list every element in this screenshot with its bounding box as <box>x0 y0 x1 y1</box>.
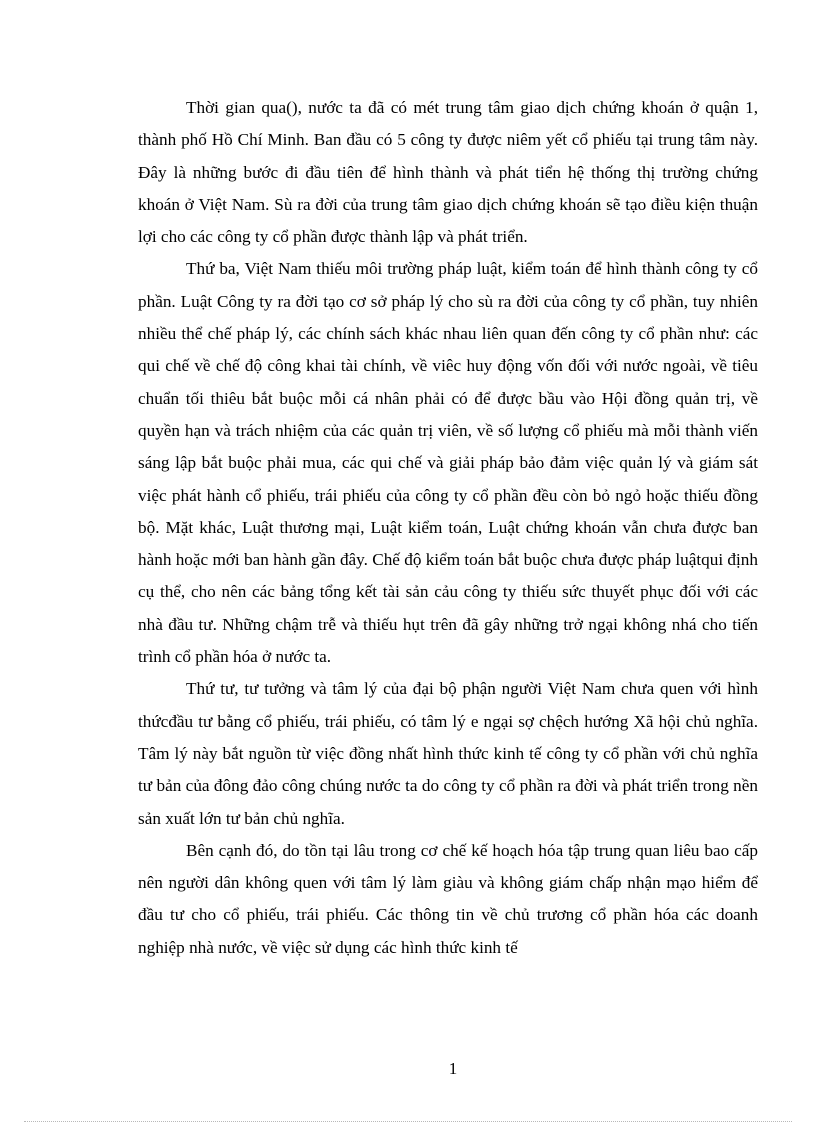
paragraph-2: Thứ ba, Việt Nam thiếu môi trường pháp luật, kiểm toán để hình thành công ty cổ phần. Luật Công ty ra đời tạo cơ sở pháp lý cho sù ra đời của công ty cổ phần, tuy nhiên nhiều thể chế pháp lý, các chính sách khác nhau liên quan đến công ty cổ phần như: các qui chế về chế độ công khai tài chính, về viêc huy động vốn đối với nước ngoài, về tiêu chuẩn tối thiêu bắt buộc mỗi cá nhân phải có để được bầu vào Hội đồng quản trị, về quyền hạn và trách nhiệm của các quản trị viên, về số lượng cổ phiếu mà mỗi thành viến sáng lập bắt buộc phải mua, các qui chế và giải pháp bảo đảm việc quản lý và giám sát việc phát hành cổ phiếu, trái phiếu của công ty cổ phần đều còn bỏ ngỏ hoặc thiếu đồng bộ. Mặt khác, Luật thương mại, Luật kiểm toán, Luật chứng khoán vẫn chưa được ban hành hoặc mới ban hành gần đây. Chế độ kiểm toán bắt buộc chưa được pháp luậtqui định cụ thể, cho nên các bảng tổng kết tài sản cảu công ty thiếu sức thuyết phục đối với các nhà đầu tư. Những chậm trễ và thiếu hụt trên đã gây những trở ngại không nhá cho tiến trình cổ phần hóa ở nước ta. <box>138 259 758 667</box>
paragraph-1: Thời gian qua(), nước ta đã có mét trung tâm giao dịch chứng khoán ở quận 1, thành phố Hồ Chí Minh. Ban đầu có 5 công ty được niêm yết cổ phiếu tại trung tâm này. Đây là những bước đi đầu tiên để hình thành và phát tiển hệ thống thị trường chứng khoán ở Việt Nam. Sù ra đời của trung tâm giao dịch chứng khoán sẽ tạo điều kiện thuận lợi cho các công ty cổ phần được thành lập và phát triển. <box>138 98 758 247</box>
page-bottom-divider <box>24 1121 792 1122</box>
document-body <box>138 92 758 964</box>
paragraph-4: Bên cạnh đó, do tồn tại lâu trong cơ chế kế hoạch hóa tập trung quan liêu bao cấp nên người dân không quen với tâm lý làm giàu và không giám chấp nhận mạo hiểm để đầu tư cho cổ phiếu, trái phiếu. Các thông tin về chủ trương cổ phần hóa các doanh nghiệp nhà nước, về việc sử dụng các hình thức kinh tế <box>138 840 758 957</box>
paragraph-3: Thứ tư, tư tưởng và tâm lý của đại bộ phận người Việt Nam chưa quen với hình thứcđầu tư bằng cổ phiếu, trái phiếu, có tâm lý e ngại sợ chệch hướng Xã hội chủ nghĩa. Tâm lý này bắt nguồn từ việc đồng nhất hình thức kinh tế công ty cổ phần với chủ nghĩa tư bản của đông đảo công chúng nước ta do công ty cổ phần ra đời và phát triển trong nền sản xuất lớn tư bản chủ nghĩa. <box>138 679 758 828</box>
page-number: 1 <box>448 1059 458 1078</box>
